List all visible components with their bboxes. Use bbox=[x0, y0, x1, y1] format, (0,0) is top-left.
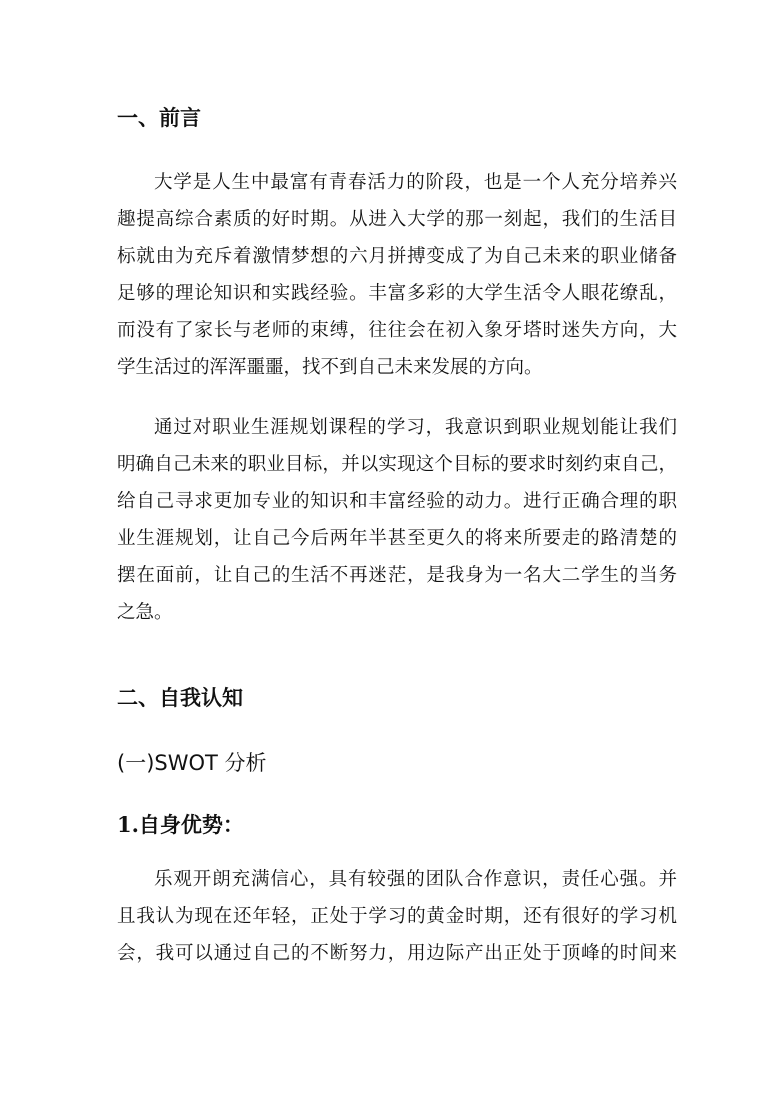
paragraph bbox=[117, 164, 677, 386]
text-line: 之急。 bbox=[117, 602, 173, 623]
text-line: 给自己寻求更加专业的知识和丰富经验的动力。进行正确合理的职 bbox=[117, 491, 677, 512]
text-line: 趣提高综合素质的好时期。从进入大学的那一刻起，我们的生活目 bbox=[117, 209, 677, 230]
text-line: 学生活过的浑浑噩噩，找不到自己未来发展的方向。 bbox=[117, 357, 543, 378]
section-heading-self-awareness bbox=[117, 683, 677, 713]
section-heading-preface bbox=[117, 103, 677, 133]
strengths-heading bbox=[117, 810, 677, 840]
text-line: 摆在面前，让自己的生活不再迷茫，是我身为一名大二学生的当务 bbox=[117, 565, 677, 586]
text-line: 足够的理论知识和实践经验。丰富多彩的大学生活令人眼花缭乱， bbox=[117, 283, 677, 304]
text-line: 而没有了家长与老师的束缚，往往会在初入象牙塔时迷失方向，大 bbox=[117, 320, 677, 341]
text-line: 且我认为现在还年轻，正处于学习的黄金时期，还有很好的学习机 bbox=[117, 906, 677, 927]
text-line: 明确自己未来的职业目标，并以实现这个目标的要求时刻约束自己， bbox=[117, 454, 677, 475]
preface-paragraph-1 bbox=[117, 164, 677, 386]
section-title: 一、前言 bbox=[117, 105, 201, 130]
text-line: 业生涯规划，让自己今后两年半甚至更久的将来所要走的路清楚的 bbox=[117, 528, 677, 549]
subsection-title: (一)SWOT 分析 bbox=[117, 751, 267, 775]
paragraph bbox=[117, 409, 677, 631]
paragraph bbox=[117, 861, 677, 972]
item-title: 1.自身优势： bbox=[117, 812, 244, 837]
text-line: 通过对职业生涯规划课程的学习，我意识到职业规划能让我们 bbox=[154, 417, 677, 438]
swot-subheading bbox=[117, 748, 677, 778]
strengths-paragraph bbox=[117, 861, 677, 972]
text-line: 标就由为充斥着激情梦想的六月拼搏变成了为自己未来的职业储备 bbox=[117, 246, 677, 267]
text-line: 乐观开朗充满信心，具有较强的团队合作意识，责任心强。并 bbox=[154, 869, 677, 890]
text-line: 大学是人生中最富有青春活力的阶段，也是一个人充分培养兴 bbox=[154, 172, 677, 193]
text-line: 会，我可以通过自己的不断努力，用边际产出正处于顶峰的时间来 bbox=[117, 943, 677, 964]
preface-paragraph-2 bbox=[117, 409, 677, 631]
section-title: 二、自我认知 bbox=[117, 685, 243, 710]
